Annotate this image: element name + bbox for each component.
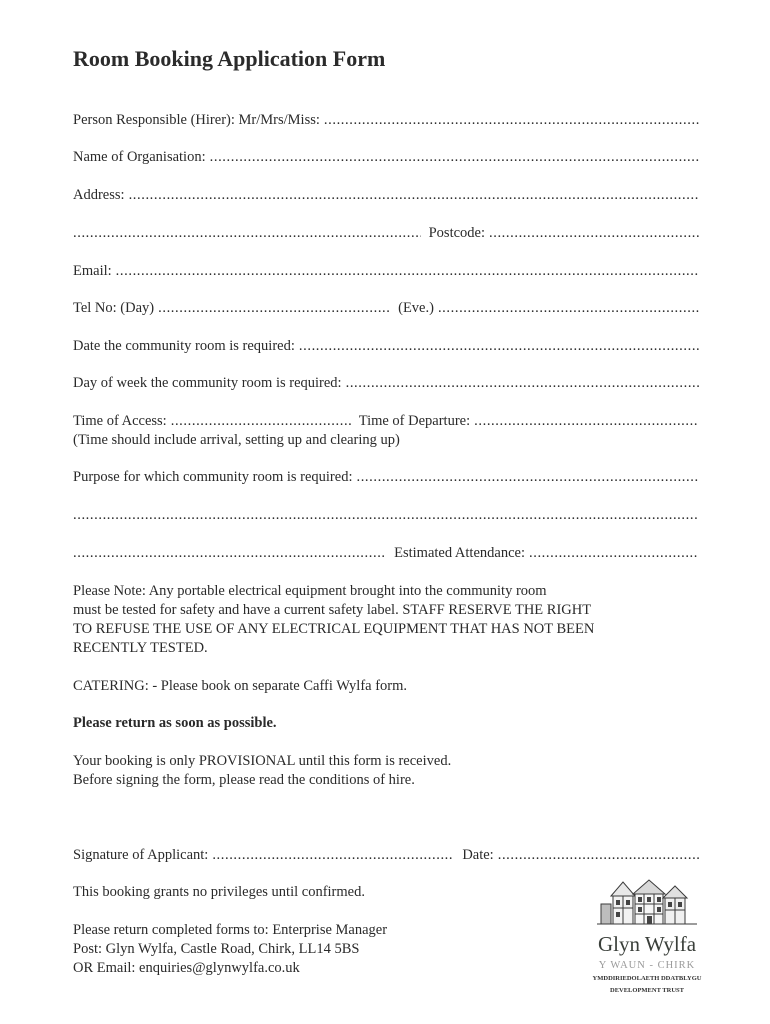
form-title: Room Booking Application Form — [73, 46, 386, 71]
provisional-note-line-1: Your booking is only PROVISIONAL until this form is received. — [73, 753, 452, 769]
purpose-label: Purpose for which community room is required: — [73, 469, 353, 485]
address-label: Address: — [73, 187, 125, 203]
email-label: Email: — [73, 263, 112, 279]
signature-dotted-line[interactable] — [212, 846, 454, 864]
purpose-field[interactable] — [73, 468, 699, 486]
tel-eve-dotted-line[interactable] — [438, 299, 699, 317]
logo-subtitle-welsh: YMDDIRIEDOLAETH DDATBLYGU — [592, 975, 702, 982]
tel-eve-label: (Eve.) — [398, 300, 434, 316]
time-access-label: Time of Access: — [73, 413, 167, 429]
return-address-line-2: Post: Glyn Wylfa, Castle Road, Chirk, LL14 5BS — [73, 941, 360, 957]
tel-day-label: Tel No: (Day) — [73, 300, 155, 316]
address-line-2-dotted-line[interactable] — [73, 224, 421, 242]
email-field[interactable] — [73, 262, 699, 280]
purpose-line-2-dotted-line[interactable] — [73, 506, 699, 524]
signature-field[interactable] — [73, 846, 699, 864]
tel-day-dotted-line[interactable] — [158, 299, 390, 317]
return-address-line-3: OR Email: enquiries@glynwylfa.co.uk — [73, 960, 300, 976]
hirer-dotted-line[interactable] — [324, 111, 699, 129]
electrical-note-line-1: Please Note: Any portable electrical equipment brought into the community room — [73, 583, 547, 599]
organisation-field[interactable] — [73, 148, 699, 166]
date-dotted-line[interactable] — [498, 846, 699, 864]
purpose-dotted-line[interactable] — [356, 468, 699, 486]
address-postcode-field[interactable] — [73, 224, 699, 242]
electrical-note-line-3: TO REFUSE THE USE OF ANY ELECTRICAL EQUIPMENT THAT HAS NOT BEEN — [73, 621, 595, 637]
tel-field[interactable] — [73, 299, 699, 317]
logo-subtitle-english: DEVELOPMENT TRUST — [610, 987, 684, 994]
attendance-dotted-line[interactable] — [529, 544, 699, 562]
logo-name: Glyn Wylfa — [597, 932, 697, 956]
time-departure-dotted-line[interactable] — [474, 412, 699, 430]
privileges-note: This booking grants no privileges until confirmed. — [73, 884, 365, 900]
signature-label: Signature of Applicant: — [73, 847, 209, 863]
address-field[interactable] — [73, 186, 699, 204]
return-asap-note: Please return as soon as possible. — [73, 715, 277, 731]
day-required-dotted-line[interactable] — [346, 374, 699, 392]
organisation-dotted-line[interactable] — [210, 148, 699, 166]
date-required-dotted-line[interactable] — [299, 337, 699, 355]
attendance-field[interactable] — [73, 544, 699, 562]
return-address-line-1: Please return completed forms to: Enterprise Manager — [73, 922, 388, 938]
organisation-label: Name of Organisation: — [73, 149, 206, 165]
date-label: Date: — [462, 847, 494, 863]
glyn-wylfa-logo — [582, 874, 712, 1024]
address-dotted-line[interactable] — [129, 186, 699, 204]
catering-note: CATERING: - Please book on separate Caffi Wylfa form. — [73, 678, 408, 694]
time-access-dotted-line[interactable] — [171, 412, 351, 430]
time-field[interactable] — [73, 412, 699, 430]
purpose-line-3-dotted-line[interactable] — [73, 544, 386, 562]
email-dotted-line[interactable] — [116, 262, 699, 280]
logo-place: Y WAUN - CHIRK — [598, 960, 696, 971]
hirer-label: Person Responsible (Hirer): Mr/Mrs/Miss: — [73, 112, 320, 128]
time-departure-label: Time of Departure: — [358, 413, 471, 429]
time-note: (Time should include arrival, setting up and clearing up) — [73, 432, 400, 448]
electrical-note-line-2: must be tested for safety and have a current safety label. STAFF RESERVE THE RIGHT — [73, 602, 592, 618]
provisional-note-line-2: Before signing the form, please read the conditions of hire. — [73, 772, 415, 788]
postcode-label: Postcode: — [428, 225, 485, 241]
day-required-label: Day of week the community room is required: — [73, 375, 342, 391]
date-required-field[interactable] — [73, 337, 699, 355]
house-illustration-icon — [597, 874, 697, 930]
day-required-field[interactable] — [73, 374, 699, 392]
electrical-note-line-4: RECENTLY TESTED. — [73, 640, 208, 656]
postcode-dotted-line[interactable] — [489, 224, 699, 242]
purpose-line-2-field[interactable] — [73, 506, 699, 524]
hirer-field[interactable] — [73, 111, 699, 129]
attendance-label: Estimated Attendance: — [394, 545, 525, 561]
date-required-label: Date the community room is required: — [73, 338, 295, 354]
